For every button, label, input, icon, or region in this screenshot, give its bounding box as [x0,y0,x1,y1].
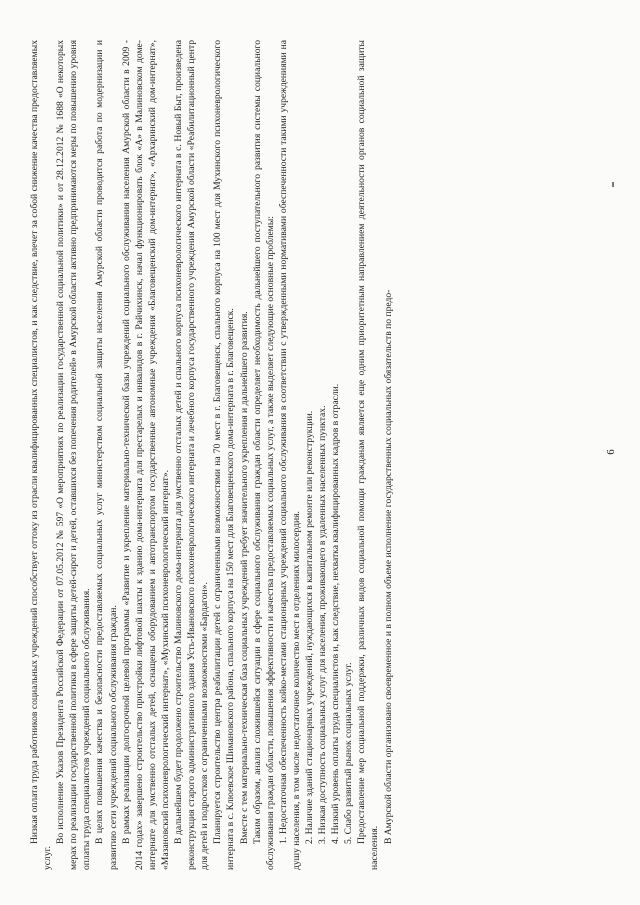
paragraph: Вместе с тем материально-техническая база социальных учреждений требует значительного укрепления и дальнейшего развития. [238,311,250,844]
paragraph: Низкая оплата труда работников социальных учреждений способствует оттоку из отрасли квалифицированных специалистов, и как следствие, влечет за собой снижение качества предоставляемых услуг. [29,40,54,870]
paragraph: В целях повышения качества и безопасности предоставляемых социальных услуг министерством социальной защиты населения Амурской области проводится работа по модернизации и развитию сети учреждений социального обслуживания граждан. [94,40,119,870]
rotated-text-block [28,40,618,870]
list-item: 3. Низкая доступность социальных услуг для населения, проживающего в удаленных населенных пунктах. [317,405,329,844]
paragraph: Во исполнение Указов Президента Российской Федерации от 07.05.2012 № 597 «О мероприятиях по реализации государственной социальной политики» и от 28.12.2012 № 1688 «О некоторых мерах по реализации государственной политики в сфере защиты детей-сирот и детей, оставшихся без попечения родителей» в Амурской области активно предпринимаются меры по повышению уровня оплаты труда специалистов учреждений социального обслуживания. [55,40,93,870]
list-item: 2. Наличие зданий стационарных учреждений, нуждающихся в капитальном ремонте или реконструкции. [303,410,315,844]
scan-speck [612,182,614,187]
paragraph: Планируется строительство центра реабилитации детей с ограниченными возможностями на 70 мест в г. Благовещенск, спального корпуса на 100 мест для Мухинского психоневрологического интерната в с. Клюевское Шимановского района, спального корпуса на 150 мест для Благовещенского дома-интерната в г. Благовещенск. [212,40,237,870]
page-number: 6 [605,449,617,455]
list-item: 5. Слабо развитый рынок социальных услуг. [343,662,355,844]
paragraph: В дальнейшем будет продолжено строительство Малиновского дома-интерната для умственно отсталых детей и спального корпуса психоневрологического интерната в с. Новый Быт, произведена реконструкция старого административного здания Усть-Ивановского психоневрологического интерната и лечебного корпуса государственного учреждения Амурской области «Реабилитационный центр для детей и подростков с ограниченными возможностями «Бардагон». [173,40,211,870]
list-item: 1. Недостаточная обеспеченность койко-местами стационарных учреждений социального обслуживания в соответствии с утвержденными нормативами обеспеченности такими учреждениями на душу населения, в том числе недостаточное количество мест в отделениях милосердия. [277,40,302,870]
paragraph: Таким образом, анализ сложившейся ситуации в сфере социального обслуживания граждан области определяет необходимость дальнейшего поступательного развития системы социального обслуживания граждан области, повышения эффективности и качества предоставляемых социальных услуг, а также выделяет следующие основные проблемы: [251,40,276,870]
paragraph: В рамках реализации долгосрочной целевой программы «Развитие и укрепление материально-технической базы учреждений социального обслуживания населения Амурской области в 2009 - 2014 годах» завершено строительство пристройки лифтовой шахты к зданию дома-интерната для престарелых и инвалидов в г. Райчихинск, начал функционировать блок «А» в Малиновском доме-интернате для умственно отсталых детей, оснащены оборудованием и автотранспортом государственные автономные учреждения «Благовещенский дом-интернат», «Архаринский дом-интернат», «Мазановский психоневрологический интернат», «Мухинский психоневрологический интернат». [120,40,171,870]
paragraph: В Амурской области организовано своевременное и в полном объеме исполнение государственных социальных обязательств по предо- [382,289,394,844]
list-item: 4. Низкий уровень оплаты труда специалистов и, как следствие, нехватка квалифицированных кадров в отрасли. [330,383,342,844]
paragraph: Предоставление мер социальной поддержки, различных видов социальной помощи гражданам является еще одним приоритетным направлением деятельности органов социальной защиты населения. [356,40,381,870]
